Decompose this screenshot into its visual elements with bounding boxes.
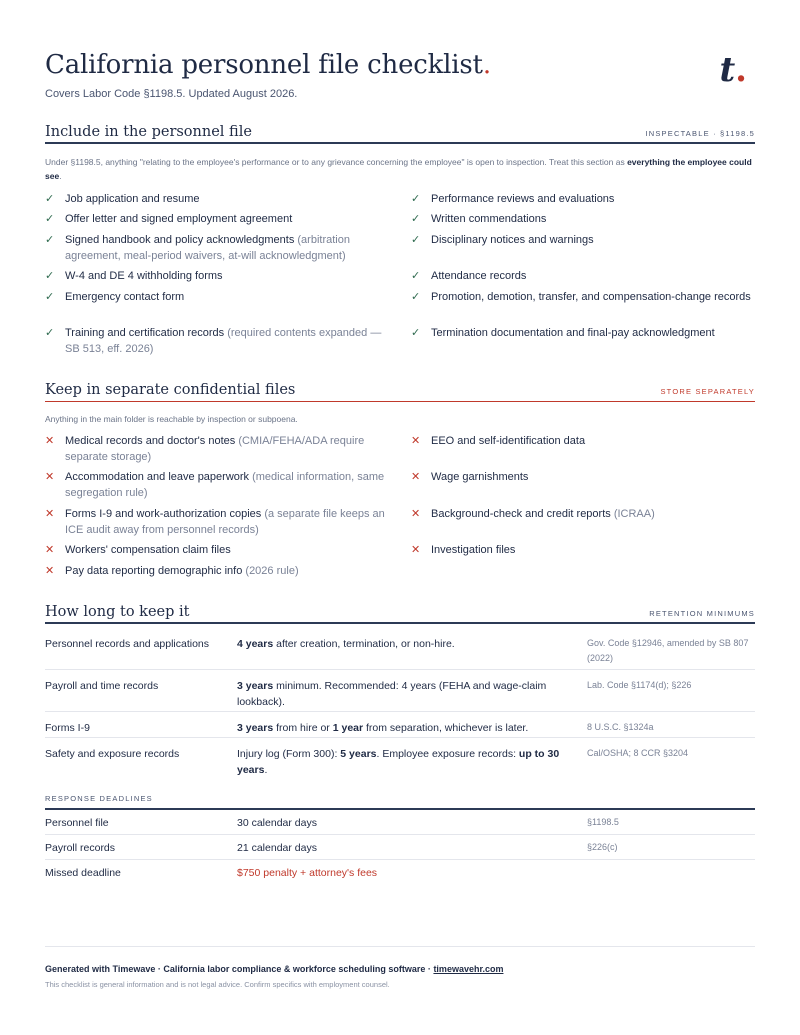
checklist-item [45,233,390,264]
footer-credit [45,964,503,974]
check-icon: ✓ [45,291,55,303]
cross-icon: ✕ [45,435,55,447]
table-row [45,860,755,885]
record-type: Payroll and time records [45,680,159,692]
retention-section-header [45,600,755,624]
title-dot: . [482,50,491,80]
checklist-item [411,192,755,208]
include-section-tag: INSPECTABLE · §1198.5 [645,129,755,138]
page-title [45,50,491,80]
checklist-item-text: Investigation files [431,544,516,556]
checklist-item-text: Job application and resume [65,193,200,205]
footer-link[interactable]: timewavehr.com [433,964,504,974]
checklist-item [411,326,755,342]
checklist-item-text: Signed handbook and policy acknowledgments [65,234,295,246]
check-icon: ✓ [411,291,421,303]
checklist-item-text: Performance reviews and evaluations [431,193,615,205]
cross-icon: ✕ [45,565,55,577]
checklist-item-text: W-4 and DE 4 withholding forms [65,270,223,282]
timewave-logo [719,50,747,90]
checklist-item [411,212,755,228]
footer-divider [45,946,755,947]
checklist-item [411,233,755,249]
checklist-item [45,507,390,538]
deadline-value: 30 calendar days [237,817,317,829]
checklist-item [45,212,390,228]
response-deadlines-label: RESPONSE DEADLINES [45,794,153,803]
checklist-item-note: (a separate file keeps an ICE audit away from personnel records) [65,508,385,536]
deadline-source: §226(c) [587,842,618,852]
check-icon: ✓ [45,270,55,282]
deadline-value: $750 penalty + attorney's fees [237,867,378,879]
page-subtitle: Covers Labor Code §1198.5. Updated August 2026. [45,88,298,100]
checklist-item [45,290,390,306]
separate-section-header [45,378,755,402]
checklist-item-text: Accommodation and leave paperwork [65,471,250,483]
retention-emphasis: 3 years [237,722,274,734]
checklist-item-note: (CMIA/FEHA/ADA require separate storage) [65,435,365,463]
checklist-page [45,0,755,1035]
checklist-item-text: Disciplinary notices and warnings [431,234,594,246]
checklist-item-note: (2026 rule) [245,565,299,577]
checklist-item-text: Wage garnishments [431,471,529,483]
check-icon: ✓ [411,270,421,282]
footer-disclaimer: This checklist is general information and is not legal advice. Confirm specifics with employment counsel. [45,980,390,989]
check-icon: ✓ [45,193,55,205]
retention-text: minimum. Recommended: 4 years (FEHA and wage-claim lookback). [237,680,547,708]
checklist-item [411,507,755,523]
table-row [45,712,755,738]
checklist-item [411,269,755,285]
retention-section-title: How long to keep it [45,604,190,620]
cross-icon: ✕ [411,471,421,483]
retention-emphasis: 4 years [237,638,274,650]
checklist-item-text: Promotion, demotion, transfer, and compensation-change records [431,291,751,303]
legal-source: 8 U.S.C. §1324a [587,722,654,732]
deadline-item: Missed deadline [45,867,121,879]
deadline-source: §1198.5 [587,817,619,827]
checklist-item-note: (arbitration agreement, meal-period waivers, at-will acknowledgment) [65,234,350,262]
checklist-item-text: Training and certification records [65,327,225,339]
page-title-text: California personnel file checklist [45,50,483,80]
record-type: Safety and exposure records [45,748,180,760]
include-section-header [45,120,755,144]
retention-period [237,678,577,710]
table-row [45,628,755,670]
cross-icon: ✕ [411,435,421,447]
check-icon: ✓ [45,327,55,339]
checklist-item-text: Workers' compensation claim files [65,544,231,556]
checklist-item-text: Pay data reporting demographic info [65,565,243,577]
record-type: Forms I-9 [45,722,90,734]
cross-icon: ✕ [411,508,421,520]
checklist-item [45,564,390,580]
table-row [45,670,755,712]
legal-source: Lab. Code §1174(d); §226 [587,680,692,690]
check-icon: ✓ [45,234,55,246]
include-intro [45,155,755,183]
checklist-item-text: Attendance records [431,270,527,282]
check-icon: ✓ [411,327,421,339]
section-divider [45,401,755,403]
logo-letter: t [719,50,736,90]
checklist-item [45,192,390,208]
check-icon: ✓ [411,193,421,205]
cross-icon: ✕ [411,544,421,556]
retention-emphasis: up to 30 years [237,748,560,776]
retention-text: . [264,764,268,776]
cross-icon: ✕ [45,471,55,483]
checklist-item-note: (medical information, same segregation rule) [65,471,385,499]
retention-text: . Employee exposure records: [376,748,519,760]
checklist-item-note: (ICRAA) [613,508,655,520]
include-intro-end: . [59,171,62,181]
retention-section-tag: RETENTION MINIMUMS [649,609,755,618]
retention-text: after creation, termination, or non-hire. [273,638,455,650]
section-divider [45,142,755,144]
check-icon: ✓ [411,213,421,225]
footer-generated: Generated with Timewave · California labor compliance & workforce scheduling software · [45,964,434,974]
retention-emphasis: 1 year [332,722,364,734]
retention-period [237,636,577,652]
record-type: Personnel records and applications [45,638,210,650]
include-section-title: Include in the personnel file [45,124,252,140]
deadline-item: Payroll records [45,842,116,854]
checklist-item [45,326,390,357]
cross-icon: ✕ [45,508,55,520]
checklist-item-note: (required contents expanded — SB 513, eff. 2026) [65,327,382,355]
retention-text: from separation, whichever is later. [363,722,529,734]
logo-dot: . [735,50,747,90]
checklist-item-text: Background-check and credit reports [431,508,611,520]
deadline-item: Personnel file [45,817,109,829]
table-row [45,835,755,860]
section-divider [45,622,755,624]
retention-text: Injury log (Form 300): [237,748,341,760]
checklist-item-text: EEO and self-identification data [431,435,586,447]
legal-source: Cal/OSHA; 8 CCR §3204 [587,748,689,758]
checklist-item [411,434,755,450]
separate-intro: Anything in the main folder is reachable by inspection or subpoena. [45,414,298,424]
include-intro-text: Under §1198.5, anything "relating to the employee's performance or to any grievance concerning the employee" is open to inspection. Treat this section as [45,157,628,167]
checklist-item-text: Offer letter and signed employment agreement [65,213,293,225]
legal-source: Gov. Code §12946, amended by SB 807 (2022) [587,638,749,663]
checklist-item [45,470,390,501]
retention-emphasis: 3 years [237,680,274,692]
table-row [45,810,755,835]
checklist-item [411,543,755,559]
check-icon: ✓ [45,213,55,225]
checklist-item [411,470,755,486]
checklist-item-text: Forms I-9 and work-authorization copies [65,508,262,520]
separate-section-title: Keep in separate confidential files [45,382,296,398]
include-intro-bold: everything the employee could see [45,157,752,181]
checklist-item-text: Emergency contact form [65,291,185,303]
retention-period [237,746,577,778]
checklist-item-text: Medical records and doctor's notes [65,435,236,447]
table-row [45,738,755,782]
deadline-value: 21 calendar days [237,842,317,854]
retention-emphasis: 5 years [340,748,377,760]
separate-section-tag: STORE SEPARATELY [660,387,755,396]
check-icon: ✓ [411,234,421,246]
checklist-item-text: Termination documentation and final-pay acknowledgment [431,327,715,339]
checklist-item-text: Written commendations [431,213,547,225]
checklist-item [45,269,390,285]
retention-period [237,720,577,736]
checklist-item [45,434,390,465]
checklist-item [45,543,390,559]
cross-icon: ✕ [45,544,55,556]
retention-text: from hire or [273,722,333,734]
checklist-item [411,290,755,306]
